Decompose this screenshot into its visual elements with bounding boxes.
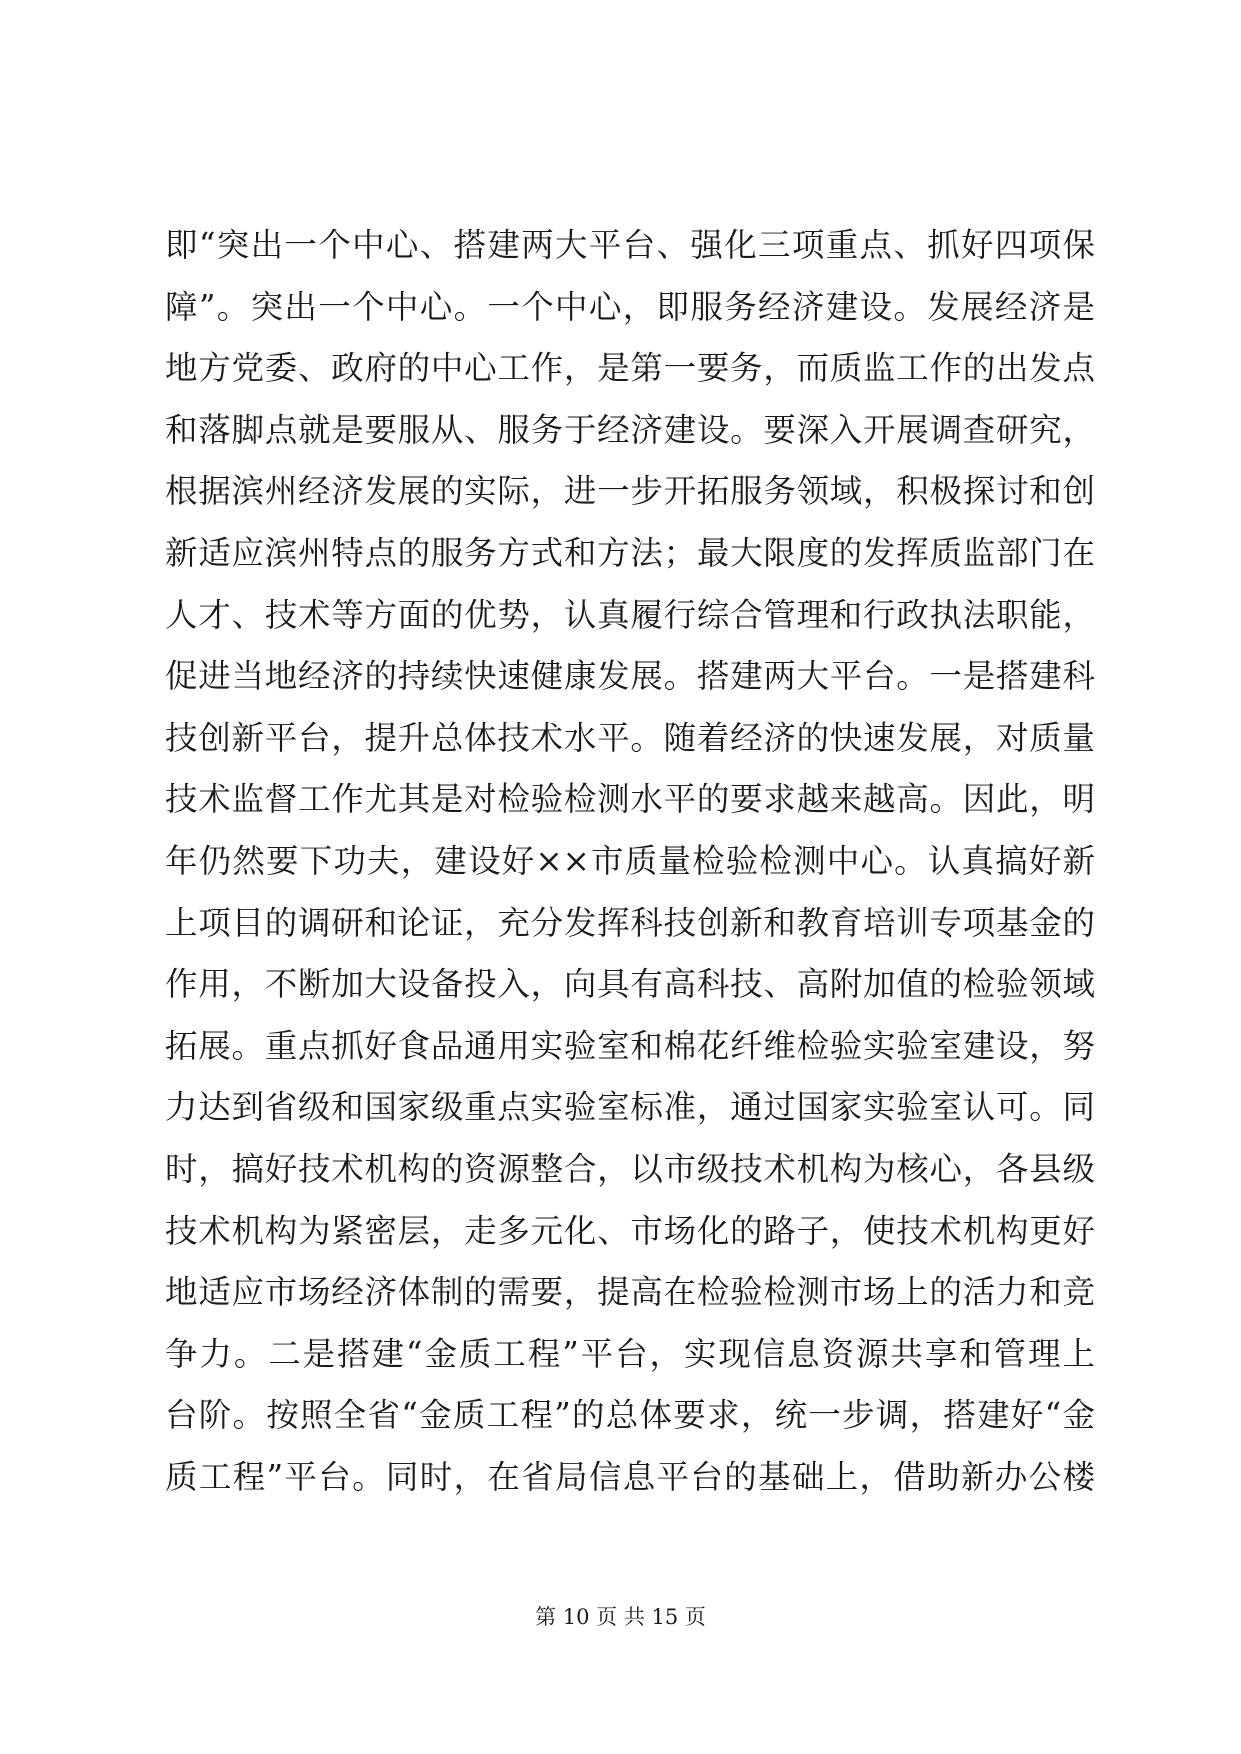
text-line: 质工程”平台。同时，在省局信息平台的基础上，借助新办公楼 [165, 1457, 1095, 1496]
text-line: 技术监督工作尤其是对检验检测水平的要求越来越高。因此，明 [165, 780, 1095, 819]
text-line: 地方党委、政府的中心工作，是第一要务，而质监工作的出发点 [165, 349, 1095, 388]
text-line: 时，搞好技术机构的资源整合，以市级技术机构为核心，各县级 [165, 1149, 1095, 1188]
text-line: 人才、技术等方面的优势，认真履行综合管理和行政执法职能， [165, 595, 1095, 634]
text-line: 即“突出一个中心、搭建两大平台、强化三项重点、抓好四项保 [165, 226, 1095, 264]
text-line: 障”。突出一个中心。一个中心，即服务经济建设。发展经济是 [165, 287, 1095, 326]
text-line: 地适应市场经济体制的需要，提高在检验检测市场上的活力和竞 [165, 1273, 1095, 1312]
text-line: 技创新平台，提升总体技术水平。随着经济的快速发展，对质量 [165, 718, 1095, 757]
text-line: 拓展。重点抓好食品通用实验室和棉花纤维检验实验室建设，努 [165, 1026, 1095, 1065]
text-line: 台阶。按照全省“金质工程”的总体要求，统一步调，搭建好“金 [165, 1396, 1095, 1435]
text-line: 上项目的调研和论证，充分发挥科技创新和教育培训专项基金的 [165, 903, 1095, 942]
text-line: 促进当地经济的持续快速健康发展。搭建两大平台。一是搭建科 [165, 657, 1095, 696]
text-line: 根据滨州经济发展的实际，进一步开拓服务领域，积极探讨和创 [165, 472, 1095, 511]
text-line: 力达到省级和国家级重点实验室标准，通过国家实验室认可。同 [165, 1088, 1095, 1127]
text-line: 和落脚点就是要服从、服务于经济建设。要深入开展调查研究， [165, 410, 1095, 449]
text-line: 年仍然要下功夫，建设好××市质量检验检测中心。认真搞好新 [165, 841, 1095, 880]
text-line: 作用，不断加大设备投入，向具有高科技、高附加值的检验领域 [165, 965, 1095, 1004]
page-footer: 第 10 页 共 15 页 [535, 1605, 706, 1629]
text-line: 技术机构为紧密层，走多元化、市场化的路子，使技术机构更好 [165, 1211, 1095, 1250]
body-text [165, 225, 1095, 1518]
text-line: 争力。二是搭建“金质工程”平台，实现信息资源共享和管理上 [165, 1334, 1095, 1373]
text-line: 新适应滨州特点的服务方式和方法；最大限度的发挥质监部门在 [165, 533, 1095, 572]
